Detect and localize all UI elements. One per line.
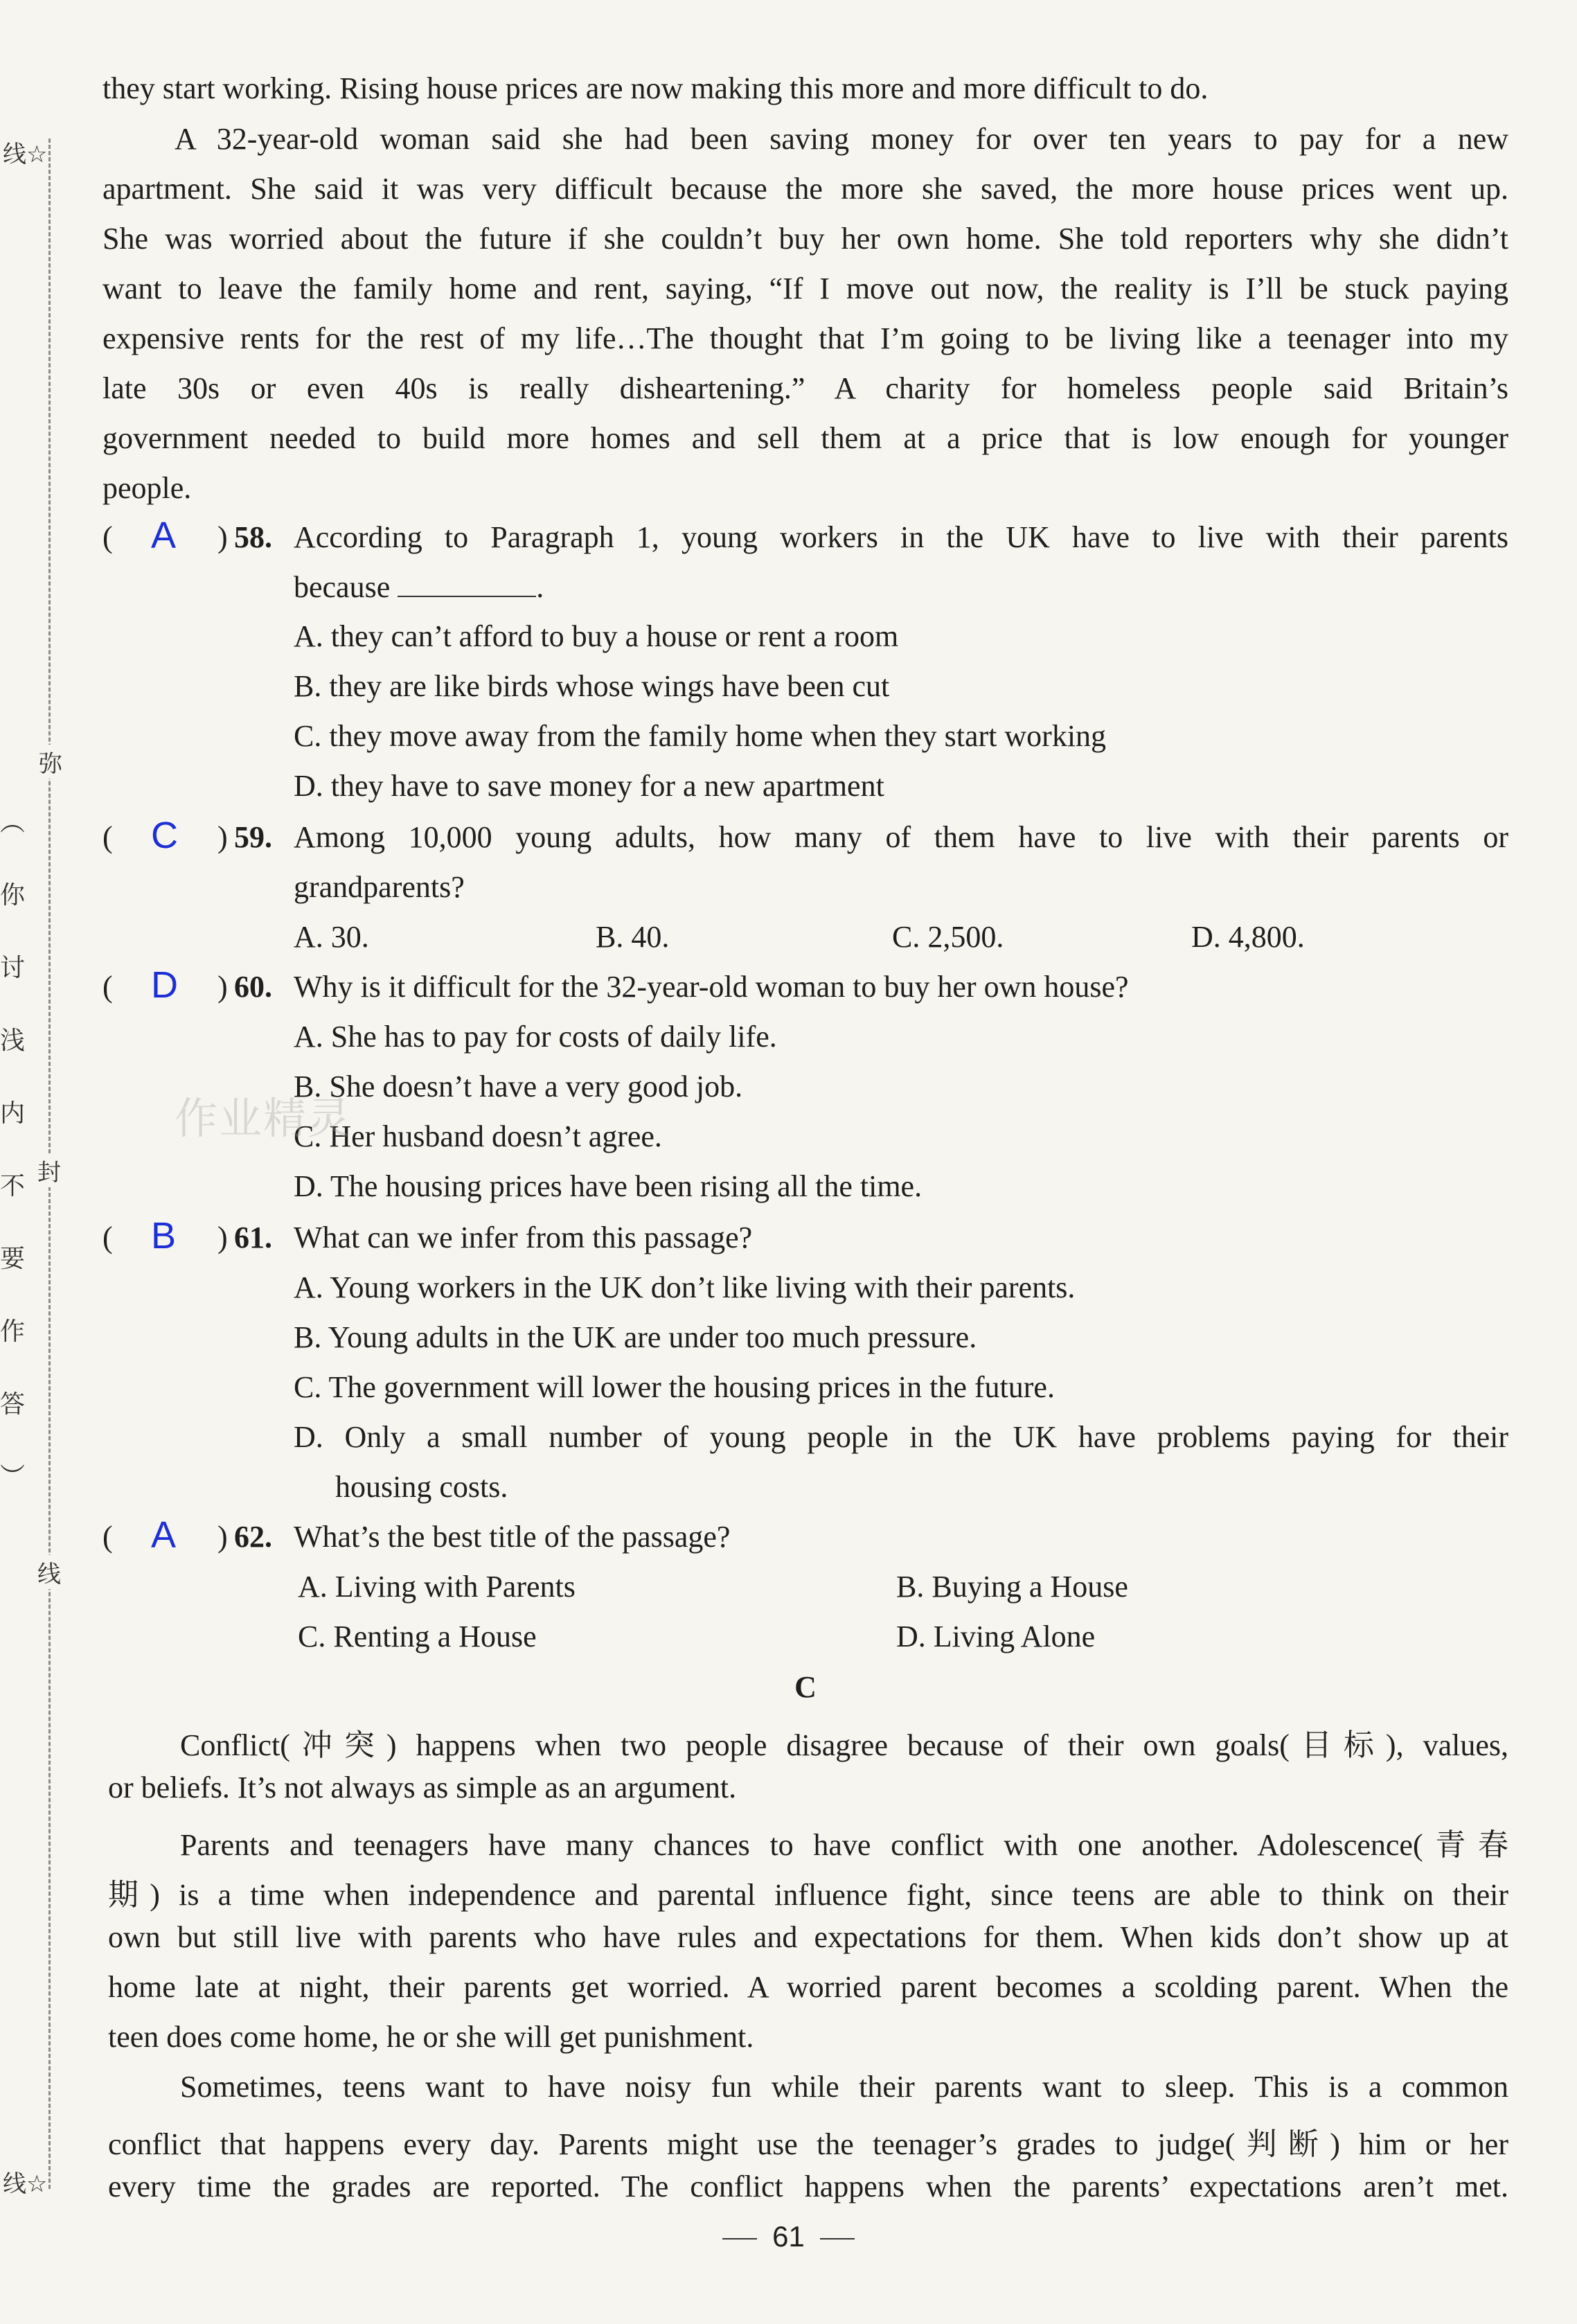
margin-char: 内 [0, 1099, 26, 1128]
margin-seal-mi: 弥 [39, 745, 62, 779]
option: D. The housing prices have been rising all the time. [294, 1169, 923, 1203]
margin-char: ︶ [0, 1463, 26, 1491]
option: C. Renting a House [298, 1620, 537, 1653]
passage-line: want to leave the family home and rent, saying, “If I move out now, the reality is I’ll be stuck paying [103, 272, 1508, 305]
margin-char: 要 [0, 1245, 26, 1273]
passage-line: apartment. She said it was very difficult because the more she saved, the more house prices went up. [103, 172, 1508, 206]
passage-line: A 32-year-old woman said she had been saving money for over ten years to pay for a new [175, 122, 1508, 156]
margin-seal-feng: 封 [37, 1153, 61, 1187]
option: C. Her husband doesn’t agree. [294, 1119, 662, 1153]
question-number: 61. [234, 1221, 272, 1254]
answer-blank [398, 575, 536, 597]
answer-mark: A [151, 1514, 177, 1556]
question-tail: . [536, 570, 544, 604]
page-number [0, 2220, 1577, 2253]
answer-paren-close: ) [217, 1221, 228, 1254]
question-text [294, 569, 544, 605]
answer-paren-open: ( [103, 520, 113, 554]
option: D. Only a small number of young people in the UK have problems paying for their [294, 1420, 1508, 1454]
option: D. Living Alone [896, 1620, 1096, 1653]
answer-paren-open: ( [103, 1221, 113, 1254]
question-text: Why is it difficult for the 32-year-old woman to buy her own house? [294, 970, 1129, 1004]
page-number-dash [820, 2238, 855, 2239]
option: B. She doesn’t have a very good job. [294, 1070, 743, 1103]
answer-paren-close: ) [217, 970, 228, 1004]
option: D. 4,800. [1191, 920, 1305, 954]
page-number-text: 61 [772, 2220, 805, 2253]
passage-line: every time the grades are reported. The conflict happens when the parents’ expectations aren’t met. [108, 2170, 1508, 2203]
margin-top-mark: 线☆ [3, 141, 48, 168]
answer-mark: A [151, 515, 177, 556]
passage-line: 期) is a time when independence and parental influence fight, since teens are able to think on their [108, 1878, 1508, 1912]
margin-bottom-mark: 线☆ [3, 2170, 48, 2198]
passage-line: or beliefs. It’s not always as simple as an argument. [108, 1771, 737, 1804]
answer-paren-open: ( [103, 820, 113, 854]
answer-paren-close: ) [217, 520, 228, 554]
answer-mark: B [151, 1215, 177, 1257]
option: C. they move away from the family home when they start working [294, 719, 1107, 753]
option: B. 40. [596, 920, 670, 954]
option: A. Living with Parents [298, 1570, 576, 1604]
question-number: 58. [234, 520, 272, 554]
passage-line: people. [103, 471, 192, 505]
margin-char: 浅 [0, 1027, 26, 1055]
passage-line: expensive rents for the rest of my life…The thought that I’m going to be living like a teenager into my [103, 321, 1508, 355]
question-text: According to Paragraph 1, young workers in the UK have to live with their parents [294, 520, 1508, 554]
passage-line: Conflict(冲突) happens when two people disagree because of their own goals(目标), values, [180, 1728, 1508, 1762]
option: B. Buying a House [896, 1570, 1128, 1604]
option: C. 2,500. [892, 920, 1004, 954]
option: A. they can’t afford to buy a house or rent a room [294, 619, 899, 653]
passage-line: home late at night, their parents get worried. A worried parent becomes a scolding parent. When the [108, 1970, 1508, 2004]
passage-line: Sometimes, teens want to have noisy fun while their parents want to sleep. This is a common [180, 2070, 1508, 2104]
answer-paren-open: ( [103, 1520, 113, 1554]
question-text: What’s the best title of the passage? [294, 1520, 731, 1554]
watermark: 作业精灵 [175, 1093, 353, 1144]
page-number-dash [722, 2238, 757, 2239]
passage-line: late 30s or even 40s is really disheartening.” A charity for homeless people said Britain’s [103, 371, 1508, 405]
margin-char: ︵ [0, 808, 26, 837]
margin-char: 你 [0, 881, 26, 910]
question-number: 59. [234, 820, 272, 854]
answer-paren-close: ) [217, 820, 228, 854]
margin-vertical-notice [0, 786, 26, 1514]
option: D. they have to save money for a new apartment [294, 769, 884, 803]
option: B. they are like birds whose wings have been cut [294, 669, 890, 703]
section-heading: C [794, 1670, 817, 1704]
passage-line: government needed to build more homes and sell them at a price that is low enough for younger [103, 421, 1508, 455]
option: A. Young workers in the UK don’t like living with their parents. [294, 1270, 1076, 1304]
margin-char: 讨 [0, 954, 26, 982]
question-text: Among 10,000 young adults, how many of them have to live with their parents or [294, 820, 1508, 854]
passage-line: Parents and teenagers have many chances to have conflict with one another. Adolescence(青春 [180, 1828, 1508, 1862]
question-text: What can we infer from this passage? [294, 1221, 753, 1254]
question-number: 60. [234, 970, 272, 1004]
margin-char: 作 [0, 1318, 26, 1346]
margin-char: 答 [0, 1390, 26, 1419]
passage-line: they start working. Rising house prices are now making this more and more difficult to do. [103, 71, 1209, 105]
answer-paren-close: ) [217, 1520, 228, 1554]
passage-line: teen does come home, he or she will get punishment. [108, 2020, 754, 2054]
option: B. Young adults in the UK are under too much pressure. [294, 1320, 977, 1354]
option: A. She has to pay for costs of daily life. [294, 1020, 777, 1054]
question-text-line: because [294, 570, 391, 604]
passage-line: She was worried about the future if she couldn’t buy her own home. She told reporters why she didn’t [103, 222, 1508, 256]
margin-seal-xian: 线 [37, 1555, 61, 1589]
passage-line: conflict that happens every day. Parents might use the teenager’s grades to judge(判断) him or her [108, 2127, 1508, 2161]
answer-mark: D [151, 964, 178, 1006]
question-text-line: grandparents? [294, 870, 465, 904]
answer-paren-open: ( [103, 970, 113, 1004]
margin-char: 不 [0, 1172, 26, 1200]
option: C. The government will lower the housing prices in the future. [294, 1370, 1055, 1404]
question-number: 62. [234, 1520, 272, 1554]
passage-line: own but still live with parents who have rules and expectations for them. When kids don’t show up at [108, 1920, 1508, 1954]
option: A. 30. [294, 920, 369, 954]
option-continued: housing costs. [335, 1470, 508, 1504]
answer-mark: C [151, 815, 178, 856]
